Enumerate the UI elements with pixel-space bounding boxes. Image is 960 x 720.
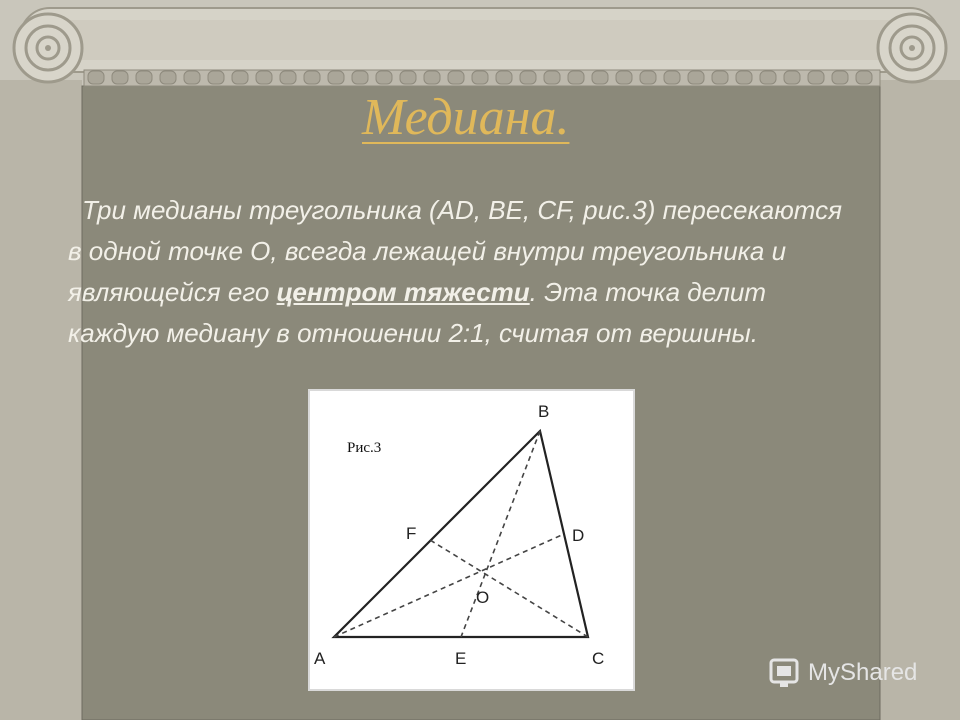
- dentil: [544, 71, 560, 84]
- left-volute-icon: [14, 14, 82, 82]
- label-b: B: [538, 402, 550, 421]
- dentil: [664, 71, 680, 84]
- dentil: [592, 71, 608, 84]
- paragraph-line-4: каждую медиану в отношении 2:1, считая от вершины.: [68, 318, 759, 348]
- dentil: [568, 71, 584, 84]
- dentil: [760, 71, 776, 84]
- paragraph-line-3: [68, 272, 928, 313]
- label-c: C: [592, 649, 605, 668]
- dentil: [736, 71, 752, 84]
- label-f: F: [406, 524, 417, 543]
- dentil: [784, 71, 800, 84]
- label-e: E: [455, 649, 467, 668]
- centroid-term: центром тяжести: [276, 277, 530, 307]
- triangle-abc: [334, 431, 588, 637]
- median-ad: [334, 534, 564, 637]
- label-d: D: [572, 526, 585, 545]
- dentil: [88, 71, 104, 84]
- dentil: [400, 71, 416, 84]
- label-o: O: [476, 588, 490, 607]
- slide-paragraph: [68, 190, 928, 354]
- line3-after: . Эта точка делит: [529, 277, 767, 307]
- dentil: [856, 71, 872, 84]
- dentil: [496, 71, 512, 84]
- right-volute-icon: [878, 14, 946, 82]
- paragraph-line-1: Три медианы треугольника (AD, BE, CF, рис.3) пересекаются: [82, 195, 843, 225]
- dentil: [136, 71, 152, 84]
- dentil: [616, 71, 632, 84]
- myshared-logo-icon: [768, 656, 802, 690]
- caption-fig3: Рис.3: [347, 440, 382, 456]
- line3-before: являющейся его: [68, 277, 277, 307]
- dentil: [520, 71, 536, 84]
- triangle-diagram: [310, 391, 633, 689]
- dentil: [472, 71, 488, 84]
- dentil: [352, 71, 368, 84]
- dentil: [448, 71, 464, 84]
- dentil: [808, 71, 824, 84]
- dentil: [160, 71, 176, 84]
- dentil: [184, 71, 200, 84]
- dentil: [208, 71, 224, 84]
- dentil: [256, 71, 272, 84]
- median-cf: [430, 540, 588, 637]
- triangle-figure: [308, 389, 635, 691]
- dentil: [424, 71, 440, 84]
- dentil: [376, 71, 392, 84]
- watermark-text: MyShared: [808, 659, 918, 686]
- dentil: [712, 71, 728, 84]
- dentil: [832, 71, 848, 84]
- dentil: [304, 71, 320, 84]
- dentil: [232, 71, 248, 84]
- median-be: [461, 431, 540, 637]
- watermark: [768, 656, 917, 690]
- label-a: A: [314, 649, 326, 668]
- dentil: [112, 71, 128, 84]
- dentil: [280, 71, 296, 84]
- paragraph-line-2: в одной точке О, всегда лежащей внутри треугольника и: [68, 236, 787, 266]
- dentil: [328, 71, 344, 84]
- dentil: [640, 71, 656, 84]
- dentil: [688, 71, 704, 84]
- slide-title: Медиана.: [362, 89, 570, 146]
